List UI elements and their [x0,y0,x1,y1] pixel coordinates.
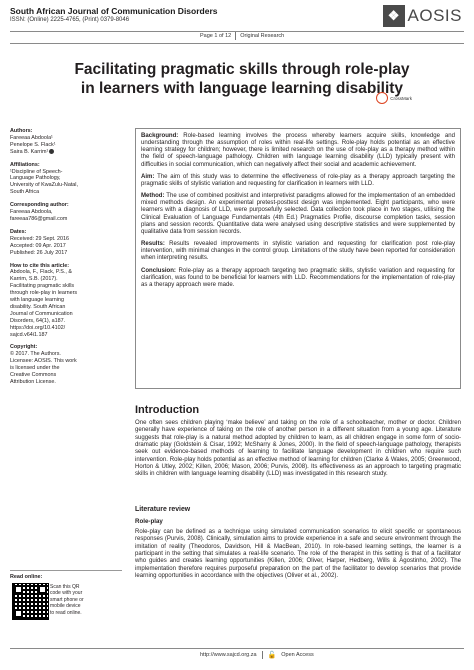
crossmark-icon [376,92,388,104]
corresponding-author: Fareeaa Abdoola, fareeaa786@gmail.com [10,209,68,222]
qr-instructions: Scan this QR code with your smart phone or mobile device to read online. [50,584,84,616]
issn: ISSN: (Online) 2225-4765, (Print) 0379-8046 [10,17,130,23]
article-type: Original Research [240,33,285,39]
affiliations-label: Affiliations: [10,161,40,168]
page-number: Page 1 of 12 [200,33,232,39]
qr-corner [14,609,23,618]
header-rule-2 [10,43,464,44]
cite-label: How to cite this article: [10,262,70,269]
literature-review-heading: Literature review [135,506,191,513]
introduction-text: One often sees children playing ‘make believe’ and taking on the role of a schoolteacher, mother or doctor. Children generally have experience of taking on the role of another person in a different situation from a young age. Literature suggests that role-play is a natural method adopted by children to learn, as all children engage in some form of socio-dramatic play (Goldstein & Cisar, 1992; McSharry & Jones, 2000). In the field of speech-language pathology, therapists seek out evidence-based methods of learning to facilitate language development in children who require such intervention. Role-play holds potential as an effective method of learning for children (Clarke & Wales, 2005; Greenwood, Horton & Utley, 2002; Killen, 2006; Mason, 2006; Purvis, 2008). Its effectiveness as an approach to targeting pragmatic skills in children with language learning disability (LLD) was investigated in this research study. [135,420,461,478]
role-play-text: Role-play can be defined as a technique using simulated communication scenarios to elicit specific or spontaneous responses (Purvis, 2008). Clinically, simulation aims to provide experience in a safe and secure environment through the imitation of reality (Theodoros, Davidson, Hill & MacBean, 2010). In role-based learning settings, the learner is a participant in the setting that simulates a real-life scenario. The role of the therapist in this setting is that of a facilitator who guides and creates learning opportunities (Killen, 2006; Oliver, Harper, Hedberg, Wills & Agostinho, 2002). The implementation therefore requires purposeful preparation on the part of the facilitator to develop scenarios that provide learning opportunities in accordance with the objectives (Oliver et al., 2002). [135,529,461,580]
journal-title: South African Journal of Communication Disorders [10,6,218,16]
footer-rule [10,648,464,649]
authors-label: Authors: [10,128,33,134]
crossmark-label: CrossMark [390,95,412,101]
dates: Received: 29 Sept. 2016 Accepted: 09 Apr. 2017 Published: 26 July 2017 [10,235,70,256]
author-1: Fareeaa Abdoola¹ [10,134,53,141]
abstract-method: Method: The use of combined positivist and interpretivist paradigms allowed for the implementation of an embedded mixed methods design. An experimental pretest-posttest design was implemented. Eight participants, who were learners with a diagnosis of LLD, were purposefully selected. Data collection took place in two stages, utilising the Clinical Evaluation of Language Fundamentals (4th Ed.) Pragmatics Profile, discourse completion tasks, session plans and session records. Quantitative data were analysed using descriptive statistics and were supplemented by qualitative data from session records. [141,193,455,235]
qr-corner [14,585,23,594]
abstract-conclusion: Conclusion: Role-play as a therapy approach targeting two pragmatic skills, stylistic variation and requesting for clarification, was found to be beneficial for learners with LLD. Recommendations for the implementation of role-play as a therapy approach were made. [141,267,456,288]
citation: Abdoola, F., Flack, P.S., & Karrim, S.B. (2017). Facilitating pragmatic skills through role-play in learners with language learning disability. South African Journal of Communication Disorders, 64(1), a187. https://doi.org/10.4102/ sajcd.v64i1.187 [10,269,78,338]
copyright: © 2017. The Authors. Licensee: AOSIS. This work is licensed under the Creative Commons Attribution License. [10,351,77,385]
article-title [60,60,424,98]
qr-corner [38,585,47,594]
article-info-sidebar [10,128,122,386]
sidebar-rule [10,570,122,571]
introduction-heading: Introduction [135,404,200,416]
page-info [200,32,284,40]
title-line-1: Facilitating pragmatic skills through role-play [74,61,410,78]
journal-url[interactable]: http://www.sajcd.org.za [200,652,257,658]
read-online-label: Read online: [10,574,43,580]
aosis-logo-icon: ❖ [383,5,405,27]
separator [235,32,236,40]
footer [200,651,314,659]
logo-text: AOSIS [407,6,462,25]
corresponding-label: Corresponding author: [10,202,69,209]
open-access-label: Open Access [281,652,314,658]
copyright-label: Copyright: [10,344,38,351]
crossmark-badge[interactable] [376,92,412,104]
abstract-background: Background: Role-based learning involves the process whereby learners acquire skills, knowledge and understanding through the assumption of roles within real-life settings. Role-play holds potential as an effective learning strategy for children; however, there is limited research on the use of role-play as a therapy method within the field of speech-language pathology. Children with language learning disability (LLD) typically present with difficulties in social communication, which can negatively affect their social and academic achievement. [141,133,456,168]
abstract-results: Results: Results revealed improvements in stylistic variation and requesting for clarification post role-play intervention, with minimal changes in the control group. Limitations of the study have been reported for consideration when interpreting results. [141,241,455,262]
role-play-subheading: Role-play [135,518,163,525]
abstract-box [135,128,461,389]
orcid-icon[interactable] [49,149,54,154]
author-3: Saira B. Karrim¹ [10,148,49,155]
affiliations: ¹Discipline of Speech- Language Pathology, University of KwaZulu-Natal, South Africa [10,168,79,196]
publisher-logo[interactable] [383,5,462,27]
author-2: Penelope S. Flack¹ [10,141,56,148]
open-access-icon: 🔓 [267,652,277,659]
dates-label: Dates: [10,228,27,235]
abstract-aim: Aim: The aim of this study was to determine the effectiveness of role-play as a therapy approach targeting the pragmatic skills of stylistic variation and requesting for clarification in learners with LLD. [141,173,455,187]
separator [262,651,263,659]
qr-code-icon[interactable] [12,583,49,620]
title-line-2: in learners with language learning disability [80,80,404,97]
